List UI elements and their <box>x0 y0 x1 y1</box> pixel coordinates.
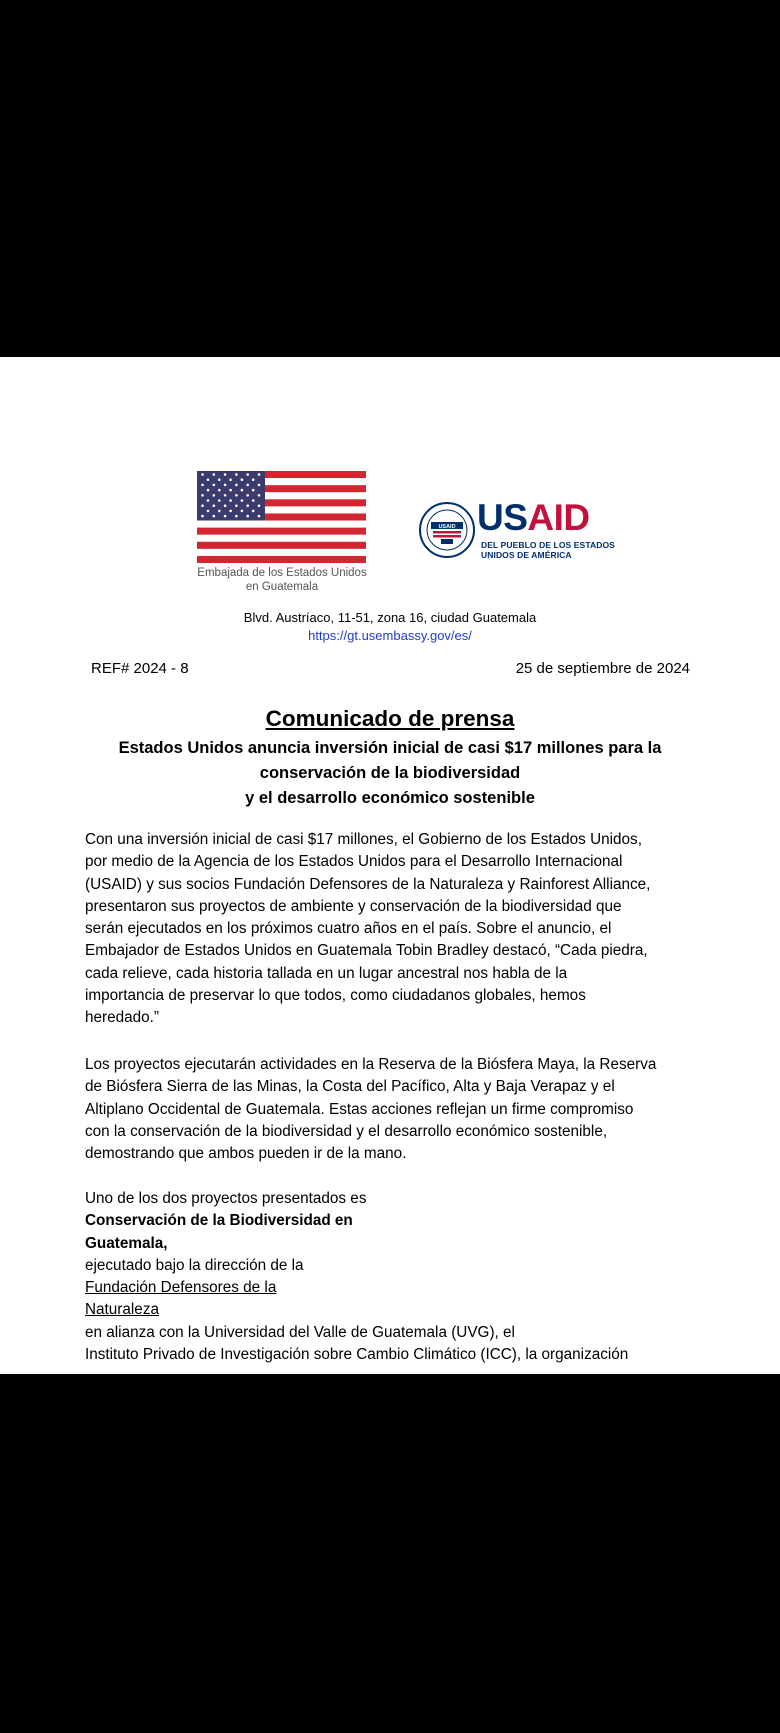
text-line: importancia de preservar lo que todos, como ciudadanos globales, hemos <box>85 987 586 1005</box>
usaid-logo <box>419 498 619 562</box>
embassy-caption-line1: Embajada de los Estados Unidos <box>197 567 367 579</box>
fundacion-link[interactable]: Fundación Defensores de la <box>85 1279 277 1297</box>
address-text: Blvd. Austríaco, 11-51, zona 16, ciudad Guatemala <box>243 610 537 625</box>
page-title: Comunicado de prensa <box>265 706 515 731</box>
usaid-tagline-line1: DEL PUEBLO DE LOS ESTADOS <box>481 540 615 550</box>
headline-line: Estados Unidos anuncia inversión inicial de casi $17 millones para la <box>118 739 662 757</box>
embassy-url-link[interactable]: https://gt.usembassy.gov/es/ <box>308 628 472 643</box>
usaid-wordmark <box>477 498 590 538</box>
text-line: cada relieve, cada historia tallada en un lugar ancestral nos habla de la <box>85 964 568 982</box>
text-line <box>85 1233 705 1300</box>
text-line: demostrando que ambos pueden ir de la mano. <box>85 1145 407 1163</box>
text-segment: Uno de los dos proyectos presentados es <box>85 1190 367 1207</box>
document-page <box>0 357 780 1374</box>
usaid-wordmark-us: US <box>477 497 528 538</box>
usaid-wordmark-aid: AID <box>527 497 590 538</box>
text-line: heredado.” <box>85 1009 159 1027</box>
seal-label: USAID <box>438 523 456 530</box>
text-segment: en alianza con la Universidad del Valle de Guatemala (UVG), el <box>85 1323 515 1341</box>
release-date: 25 de septiembre de 2024 <box>515 660 690 677</box>
embassy-caption-line2: en Guatemala <box>245 581 319 593</box>
text-line: Los proyectos ejecutarán actividades en la Reserva de la Biósfera Maya, la Reserva <box>85 1056 657 1073</box>
project-name-bold: Conservación de la Biodiversidad en <box>85 1212 353 1230</box>
text-line: Altiplano Occidental de Guatemala. Estas acciones reflejan un firme compromiso <box>85 1100 634 1118</box>
text-line: Instituto Privado de Investigación sobre Cambio Climático (ICC), la organización <box>85 1346 629 1364</box>
text-line: Embajador de Estados Unidos en Guatemala Tobin Bradley destacó, “Cada piedra, <box>85 942 648 960</box>
text-line: de Biósfera Sierra de las Minas, la Costa del Pacífico, Alta y Baja Verapaz y el <box>85 1078 615 1096</box>
text-line: (USAID) y sus socios Fundación Defensores de la Naturaleza y Rainforest Alliance, <box>85 875 651 893</box>
headline <box>80 736 700 811</box>
us-flag-icon <box>197 471 366 563</box>
paragraph-3 <box>85 1188 705 1366</box>
usaid-tagline-line2: UNIDOS DE AMÉRICA <box>481 550 572 560</box>
text-line <box>85 1299 705 1344</box>
paragraph-1 <box>85 829 705 1030</box>
fundacion-link[interactable]: Naturaleza <box>85 1301 159 1319</box>
text-line: por medio de la Agencia de los Estados Unidos para el Desarrollo Internacional <box>85 853 623 871</box>
text-line <box>85 1188 705 1233</box>
usaid-tagline <box>481 540 621 560</box>
headline-line: conservación de la biodiversidad <box>259 764 521 782</box>
text-segment: ejecutado bajo la dirección de la <box>85 1256 304 1274</box>
embassy-caption <box>180 566 384 594</box>
headline-line: y el desarrollo económico sostenible <box>245 789 535 807</box>
embassy-address <box>0 609 780 645</box>
project-name-bold: Guatemala, <box>85 1234 168 1252</box>
usaid-seal-icon <box>419 502 475 558</box>
text-line: con la conservación de la biodiversidad y el desarrollo económico sostenible, <box>85 1122 608 1140</box>
text-line: Con una inversión inicial de casi $17 millones, el Gobierno de los Estados Unidos, <box>85 831 642 848</box>
paragraph-2 <box>85 1054 705 1165</box>
text-line: serán ejecutados en los próximos cuatro años en el país. Sobre el anuncio, el <box>85 920 612 938</box>
reference-number: REF# 2024 - 8 <box>91 660 189 677</box>
text-line: presentaron sus proyectos de ambiente y conservación de la biodiversidad que <box>85 897 622 915</box>
